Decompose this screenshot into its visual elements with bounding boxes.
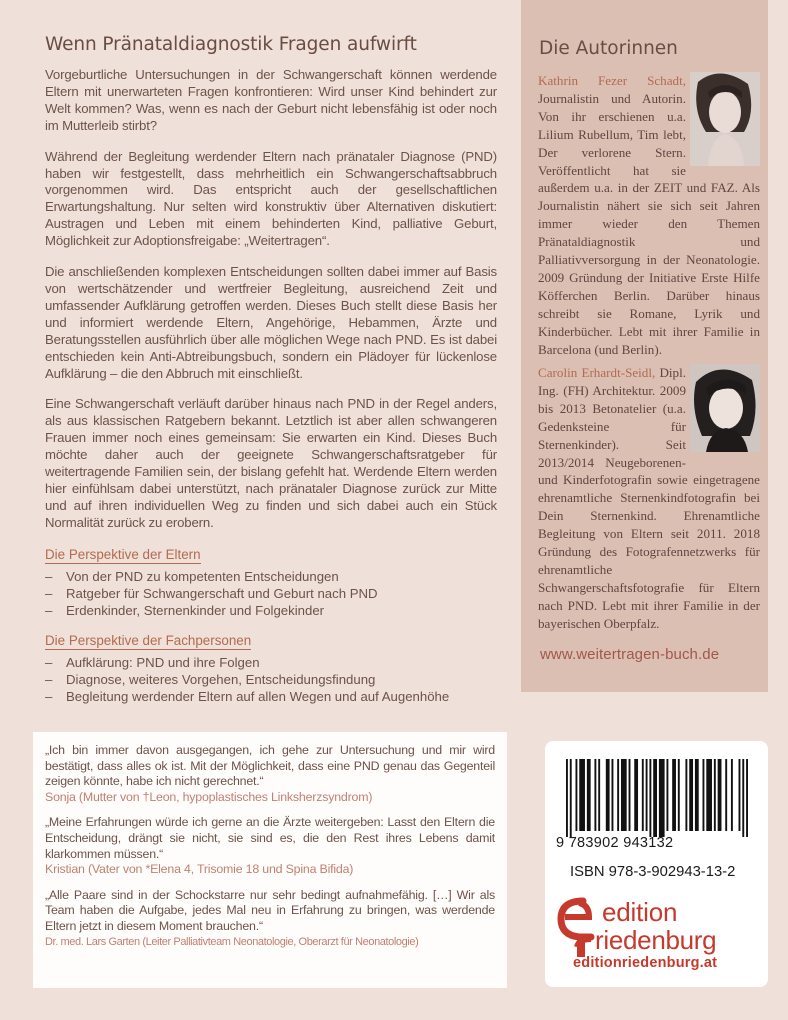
portrait-icon [690,72,760,166]
barcode-bar [629,759,631,831]
testimonial-author: Dr. med. Lars Garten (Leiter Palliativteam Neonatologie, Oberarzt für Neonatologie) [45,935,419,948]
barcode-bar [659,759,665,837]
list-item [45,585,497,602]
author-bio-1 [538,72,760,359]
barcode-bar [742,759,744,837]
barcode-bar [689,759,693,831]
barcode-bar [685,759,687,831]
testimonial [45,815,495,877]
barcode-bar [646,759,648,831]
barcode-bar [653,759,657,837]
barcode-bar [678,759,680,831]
authors-panel [521,0,768,692]
barcode-digits: 9 783902 943132 [556,835,674,851]
publisher-logo-icon [553,897,597,959]
publisher-name-line1: edition [602,897,678,927]
barcode-bar [634,759,638,831]
bullet-dash: – [45,568,53,584]
intro-paragraph-4: Eine Schwangerschaft verläuft darüber hinaus nach PND in der Regel anders, als aus klassischen Ratgebern bekannt. Letztlich ist aber allen schwangeren Frauen immer noch eines gemeinsam: Sie erwarten ein Kind. Dieses Buch möchte daher auch der geeignete Schwangerschaftsratgeber für weitertragende Familien sein, der bislang gefehlt hat. Werdende Eltern werden hier einfühlsam dabei unterstützt, nach pränataler Diagnose zurück zur Mitte und auf ihren individuellen Weg zu finden und sich dabei auch ein Stück Normalität zurück zu erobern. [45,396,497,530]
testimonial-text: „Meine Erfahrungen würde ich gerne an die Ärzte weitergeben: Lasst den Eltern die Entscheidung, drängt sie nicht, sie sind es, die den Rest ihres Lebens damit klarkommen müssen.“ [45,815,495,861]
barcode-bar [566,759,568,837]
intro-paragraph-1: Vorgeburtliche Untersuchungen in der Schwangerschaft können werdende Eltern mit unerwarteten Fragen konfrontieren: Wird unser Kind behindert zur Welt kommen? Was, wenn es nach der Geburt nicht lebensfähig ist oder noch im Mutterleib stirbt? [45,67,497,133]
bullet-list-parents [45,568,497,619]
list-item-text: Von der PND zu kompetenten Entscheidungen [66,568,339,584]
testimonials-box [33,732,507,988]
list-item [45,671,497,688]
barcode-bar [746,759,748,837]
bullet-dash: – [45,671,53,687]
testimonial [45,743,495,805]
barcode-bar [598,759,600,831]
author-bio-2 [538,364,760,633]
barcode-bar [706,759,712,831]
list-item [45,568,497,585]
testimonial-author: Kristian (Vater von *Elena 4, Trisomie 18 und Spina Bifida) [45,862,354,877]
publisher-url[interactable]: editionriedenburg.at [573,955,718,971]
barcode-bar [649,759,651,837]
barcode-bar [621,759,627,831]
barcode-bar [587,759,591,831]
barcode-bar [579,759,585,831]
barcode-bar [718,759,722,831]
website-link[interactable]: www.weitertragen-buch.de [540,646,720,663]
author-photo-1 [690,72,760,166]
list-item [45,602,497,619]
section-parents [45,546,497,619]
barcode-bar [695,759,699,831]
main-content [45,34,497,718]
list-item [45,688,497,705]
testimonial-text: „Ich bin immer davon ausgegangen, ich gehe zur Untersuchung und mir wird bestätigt, dass alles ok ist. Mit der Möglichkeit, dass eine PND genau das Gegenteil zeigen könnte, habe ich nicht gerechnet.“ [45,743,495,789]
list-item-text: Begleitung werdender Eltern auf allen Wegen und auf Augenhöhe [66,688,450,704]
list-item-text: Ratgeber für Schwangerschaft und Geburt nach PND [66,585,378,601]
bullet-dash: – [45,654,53,670]
list-item-text: Aufklärung: PND und ihre Folgen [66,654,260,670]
intro-paragraph-3: Die anschließenden komplexen Entscheidungen sollten dabei immer auf Basis von wertschätzender und wertfreier Begleitung, ausreichend Zeit und umfassender Aufklärung getroffen werden. Dieses Buch stellt diese Basis her und informiert werdende Eltern, Angehörige, Hebammen, Ärzte und Beratungsstellen ausführlich über alle möglichen Wege nach PND. Es ist dabei entschieden kein Anti-Abtreibungsbuch, sondern ein Plädoyer für lückenlose Aufklärung – die den Abbruch mit einschließt. [45,264,497,381]
barcode-bar [731,759,733,831]
barcode-bar [672,759,676,831]
barcode-bar [575,759,577,831]
testimonial-author: Sonja (Mutter von †Leon, hypoplastisches Linksherzsyndrom) [45,789,373,804]
author-photo-2 [690,364,760,452]
list-item-text: Erdenkinder, Sternenkinder und Folgekinder [66,602,325,618]
list-item [45,654,497,671]
barcode-bar [666,759,668,831]
section-title-professionals: Die Perspektive der Fachpersonen [45,632,252,648]
barcode-bar [594,759,596,831]
testimonial-text: „Alle Paare sind in der Schockstarre nur sehr bedingt aufnahmefähig. […] Wir als Team haben die Aufgabe, jedes Mal neu in Erfahrung zu bringen, was werdende Eltern jetzt in diesem Moment brauchen.“ [45,887,495,933]
barcode-bar [725,759,727,831]
author-name-1: Kathrin Fezer Schadt, [538,73,686,88]
authors-title: Die Autorinnen [539,38,678,59]
publisher-name-line2: riedenburg [595,925,717,955]
bullet-dash: – [45,585,53,601]
bullet-dash: – [45,602,53,618]
bullet-dash: – [45,688,53,704]
section-professionals [45,632,497,705]
bullet-list-professionals [45,654,497,705]
author-bio-text-2: Dipl. Ing. (FH) Architektur. 2009 bis 2013 Betonatelier (u.a. Gedenksteine für Sternenkinder). Seit 2013/2014 Neugeborenen- und Kinderfotografin sowie eingetragene ehrenamtliche Sternenkindfotografin bei Dein Sternenkind. Ehrenamtliche Begleitung von Eltern seit 2011. 2018 Gründung des Fotografennetzwerks für ehrenamtliche Schwangerschaftsfotografie für Eltern nach PND. Lebt mit ihrer Familie in der bayerischen Oberpfalz. [538,365,760,631]
barcode-icon [566,759,748,837]
barcode-bar [642,759,644,831]
publisher-logo [553,891,763,961]
barcode-bar [570,759,572,837]
main-title: Wenn Pränataldiagnostik Fragen aufwirft [45,34,417,55]
barcode-bar [617,759,619,831]
barcode-bar [612,759,614,831]
list-item-text: Diagnose, weiteres Vorgehen, Entscheidungsfindung [66,671,376,687]
barcode-bar [703,759,705,831]
portrait-icon [690,364,760,452]
barcode-bar [714,759,716,831]
barcode-bar [739,759,741,831]
testimonial [45,888,495,950]
author-bio-text-1: Journalistin und Autorin. Von ihr erschienen u.a. Lilium Rubellum, Tim lebt, Der verlorene Stern. Veröffentlicht hat sie außerdem u.a. in der ZEIT und FAZ. Als Journalistin nähert sie sich seit Jahren immer wieder den Themen Pränataldiagnostik und Palliativversorgung in der Neonatologie. 2009 Gründung der Initiative Erste Hilfe Köfferchen Berlin. Darüber hinaus schreibt sie Romane, Lyrik und Kinderbücher. Lebt mit ihrer Familie in Barcelona (und Berlin). [538,90,760,357]
intro-paragraph-2: Während der Begleitung werdender Eltern nach pränataler Diagnose (PND) haben wir festgestellt, dass mehrheitlich ein Schwangerschaftsabbruch vorgenommen wird. Das entspricht auch der gesellschaftlichen Erwartungshaltung. Nur selten wird konstruktiv über Alternativen diskutiert: Austragen und Leben mit einem behinderten Kind, palliative Geburt, Möglichkeit zur Adoptionsfreigabe: „Weitertragen“. [45,148,497,249]
isbn-number: ISBN 978-3-902943-13-2 [570,864,736,880]
barcode-box [545,741,768,987]
author-name-2: Carolin Erhardt-Seidl, [538,365,656,380]
section-title-parents: Die Perspektive der Eltern [45,546,201,562]
barcode-bar [606,759,610,831]
